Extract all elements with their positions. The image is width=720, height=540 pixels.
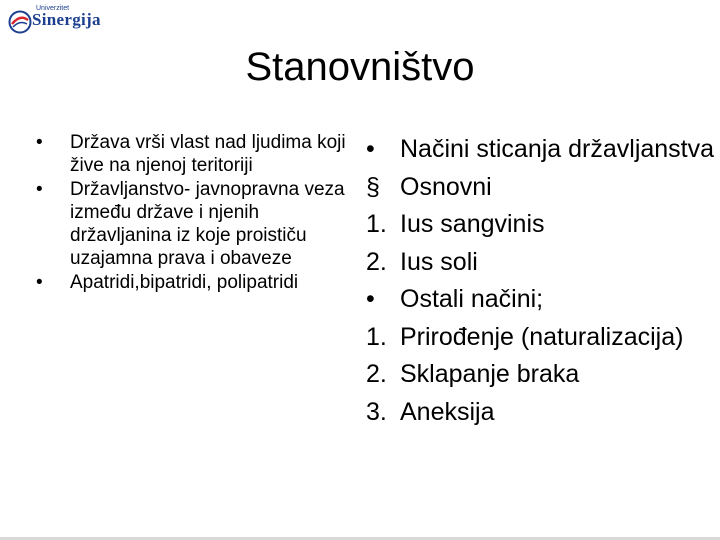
right-list-item bbox=[366, 169, 716, 207]
logo-wordmark: Sinergija bbox=[32, 10, 101, 29]
right-list-item bbox=[366, 131, 716, 169]
sinergija-emblem-icon bbox=[8, 10, 32, 34]
right-list-item bbox=[366, 206, 716, 244]
right-list-item bbox=[366, 244, 716, 282]
right-item-text: Osnovni bbox=[400, 172, 492, 201]
list-marker: 1. bbox=[366, 322, 387, 351]
right-list-item bbox=[366, 356, 716, 394]
left-list-item bbox=[36, 271, 356, 294]
left-item-text: Država vrši vlast nad ljudima koji žive na njenoj teritoriji bbox=[70, 132, 346, 177]
right-item-text: Prirođenje (naturalizacija) bbox=[400, 322, 684, 351]
right-bullet-list bbox=[366, 131, 716, 431]
list-marker: 2. bbox=[366, 360, 387, 388]
right-item-text: Sklapanje braka bbox=[400, 360, 580, 388]
left-list-item bbox=[36, 178, 356, 271]
list-marker: 2. bbox=[366, 247, 387, 276]
list-marker: § bbox=[366, 172, 380, 201]
list-marker: 1. bbox=[366, 210, 387, 238]
list-marker: • bbox=[366, 135, 375, 163]
left-item-text: Državljanstvo- javnopravna veza između države i njenih državljanina iz koje proističu uzajamna prava i obaveze bbox=[70, 178, 345, 270]
university-logo bbox=[8, 4, 108, 34]
left-list-item bbox=[36, 131, 356, 178]
right-item-text: Načini sticanja državljanstva bbox=[400, 135, 715, 163]
left-item-text: Apatridi,bipatridi, polipatridi bbox=[70, 271, 299, 293]
slide-title: Stanovništvo bbox=[245, 45, 475, 89]
right-item-text: Ius sangvinis bbox=[400, 210, 545, 238]
logo-university-label: Univerzitet bbox=[36, 5, 70, 12]
bullet-marker: • bbox=[36, 132, 43, 153]
right-list-item bbox=[366, 281, 716, 319]
left-bullet-list bbox=[36, 131, 356, 294]
right-list-item bbox=[366, 394, 716, 432]
right-list-item bbox=[366, 319, 716, 357]
right-item-text: Ostali načini; bbox=[400, 285, 544, 313]
list-marker: • bbox=[366, 285, 375, 313]
right-item-text: Ius soli bbox=[400, 247, 478, 276]
list-marker: 3. bbox=[366, 397, 387, 426]
bullet-marker: • bbox=[36, 178, 43, 200]
right-item-text: Aneksija bbox=[400, 397, 495, 426]
bullet-marker: • bbox=[36, 271, 43, 293]
